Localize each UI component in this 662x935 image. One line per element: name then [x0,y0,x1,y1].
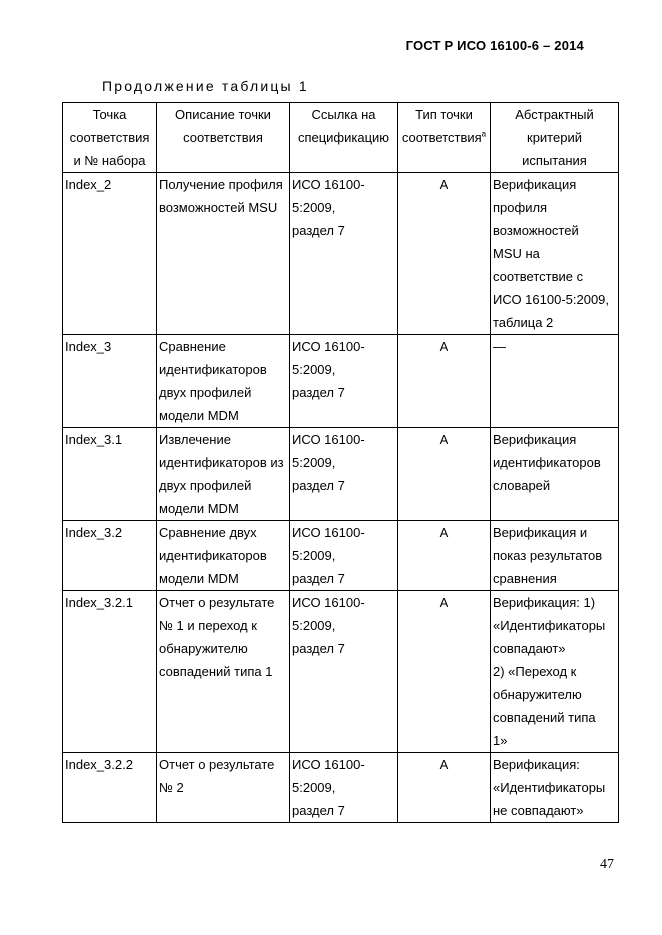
cell-conformance-type: A [398,753,491,823]
table-row [63,335,619,428]
table-continuation-caption: Продолжение таблицы 1 [102,78,309,94]
cell-conformance-type: A [398,335,491,428]
cell-point-id: Index_3.2.2 [63,753,157,823]
cell-test-criterion: Верификация профиля возможностей MSU на соответствие с ИСО 16100-5:2009, таблица 2 [491,173,619,335]
table-row [63,173,619,335]
cell-reference: ИСО 16100- 5:2009, раздел 7 [290,521,398,591]
cell-reference: ИСО 16100- 5:2009, раздел 7 [290,428,398,521]
col-header-criterion: Абстрактный критерий испытания [491,103,619,173]
cell-description: Сравнение идентификаторов двух профилей модели MDM [157,335,290,428]
cell-point-id: Index_3.2 [63,521,157,591]
table-row [63,428,619,521]
cell-reference: ИСО 16100- 5:2009, раздел 7 [290,753,398,823]
cell-point-id: Index_3.1 [63,428,157,521]
cell-conformance-type: A [398,521,491,591]
page-number: 47 [600,857,614,872]
col-header-point: Точка соответствия и № набора [63,103,157,173]
cell-point-id: Index_2 [63,173,157,335]
cell-point-id: Index_3 [63,335,157,428]
col-header-reference: Ссылка на спецификацию [290,103,398,173]
table-row [63,753,619,823]
cell-reference: ИСО 16100- 5:2009, раздел 7 [290,173,398,335]
cell-conformance-type: A [398,173,491,335]
col-header-description: Описание точки соответствия [157,103,290,173]
cell-description: Получение профиля возможностей MSU [157,173,290,335]
table-header-row [63,103,619,173]
cell-description: Отчет о результате № 1 и переход к обнаружителю совпадений типа 1 [157,591,290,753]
table-row [63,591,619,753]
table-row [63,521,619,591]
cell-reference: ИСО 16100- 5:2009, раздел 7 [290,591,398,753]
document-code: ГОСТ Р ИСО 16100-6 – 2014 [405,38,584,53]
cell-test-criterion: Верификация: «Идентификаторы не совпадают» [491,753,619,823]
cell-description: Сравнение двух идентификаторов модели MDM [157,521,290,591]
table-body [63,173,619,823]
col-header-type-label: Тип точки соответствия [401,107,482,145]
cell-test-criterion: Верификация: 1) «Идентификаторы совпадают» 2) «Переход к обнаружителю совпадений типа 1» [491,591,619,753]
cell-point-id: Index_3.2.1 [63,591,157,753]
footnote-marker: a [481,129,487,139]
cell-conformance-type: A [398,428,491,521]
cell-description: Отчет о результате № 2 [157,753,290,823]
cell-test-criterion: — [491,335,619,428]
cell-test-criterion: Верификация идентификаторов словарей [491,428,619,521]
cell-test-criterion: Верификация и показ результатов сравнения [491,521,619,591]
conformance-table [62,102,619,823]
cell-reference: ИСО 16100- 5:2009, раздел 7 [290,335,398,428]
cell-description: Извлечение идентификаторов из двух профилей модели MDM [157,428,290,521]
cell-conformance-type: A [398,591,491,753]
col-header-type [398,103,491,173]
